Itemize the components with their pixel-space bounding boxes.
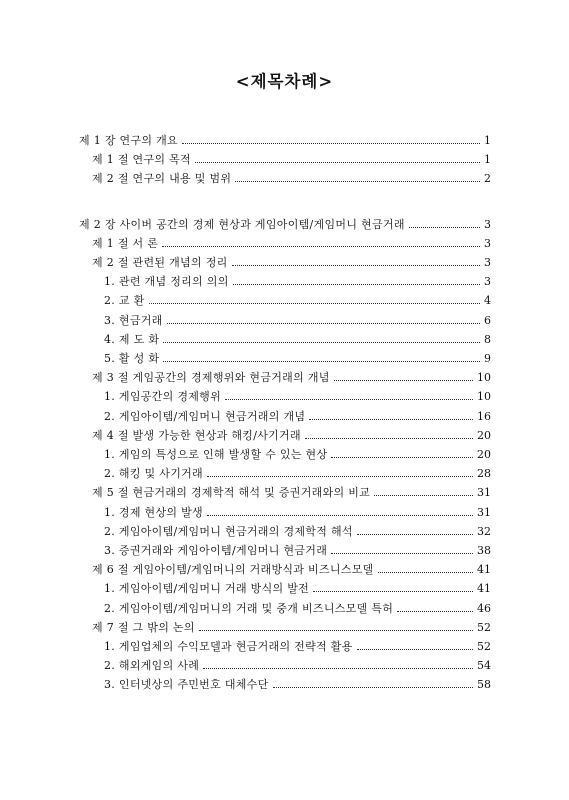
toc-entry[interactable] — [0, 312, 569, 330]
toc-entry-label: 1. 게임의 특성으로 인해 발생할 수 있는 현상 — [104, 446, 329, 464]
toc-entry-label: 2. 교 환 — [104, 292, 147, 310]
toc-entry[interactable] — [0, 132, 569, 150]
toc-leader-dots — [331, 457, 473, 458]
toc-entry-page-number: 58 — [475, 676, 491, 694]
toc-entry[interactable] — [0, 254, 569, 272]
toc-entry-label: 제 1 장 연구의 개요 — [79, 132, 180, 150]
toc-entry-label: 5. 활 성 화 — [104, 350, 161, 368]
toc-entry[interactable] — [0, 465, 569, 483]
toc-entry-label: 2. 해외게임의 사례 — [104, 657, 201, 675]
toc-leader-dots — [273, 687, 473, 688]
toc-title: <제목차례> — [235, 72, 334, 91]
toc-entry-label: 2. 게임아이템/게임머니의 거래 및 중개 비즈니스모델 특허 — [104, 600, 395, 618]
toc-entry-label: 1. 관련 개념 정리의 의의 — [104, 273, 231, 291]
toc-entry[interactable] — [0, 638, 569, 656]
toc-entry[interactable] — [0, 446, 569, 464]
toc-leader-dots — [334, 380, 473, 381]
toc-leader-dots — [207, 476, 473, 477]
toc-entry[interactable] — [0, 292, 569, 310]
toc-entry[interactable] — [0, 504, 569, 522]
toc-entry-label: 제 1 절 서 론 — [92, 235, 160, 253]
toc-entry[interactable] — [0, 676, 569, 694]
toc-entry-page-number: 52 — [475, 638, 491, 656]
toc-entry-page-number: 3 — [482, 273, 491, 291]
toc-entry[interactable] — [0, 331, 569, 349]
toc-entry-page-number: 10 — [475, 388, 491, 406]
toc-entry-page-number: 2 — [482, 170, 491, 188]
toc-entry-page-number: 20 — [475, 427, 491, 445]
toc-entry[interactable] — [0, 580, 569, 598]
toc-entry-label: 2. 게임아이템/게임머니 현금거래의 개념 — [104, 408, 307, 426]
toc-entry-label: 제 7 절 그 밖의 논의 — [92, 619, 197, 637]
toc-entry[interactable] — [0, 235, 569, 253]
toc-entry[interactable] — [0, 619, 569, 637]
toc-leader-dots — [163, 361, 480, 362]
toc-leader-dots — [232, 265, 480, 266]
toc-leader-dots — [195, 162, 480, 163]
toc-entry-page-number: 32 — [475, 523, 491, 541]
toc-leader-dots — [207, 515, 473, 516]
toc-entry[interactable] — [0, 561, 569, 579]
toc-leader-dots — [233, 284, 480, 285]
toc-entry-page-number: 3 — [482, 216, 491, 234]
toc-entry-label: 1. 게임공간의 경제행위 — [104, 388, 223, 406]
toc-entry[interactable] — [0, 350, 569, 368]
toc-leader-dots — [378, 572, 473, 573]
toc-leader-dots — [225, 399, 473, 400]
toc-entry[interactable] — [0, 408, 569, 426]
toc-entry-page-number: 31 — [475, 504, 491, 522]
toc-entry-page-number: 10 — [475, 369, 491, 387]
toc-entry-page-number: 6 — [482, 312, 491, 330]
toc-entry-page-number: 52 — [475, 619, 491, 637]
toc-entry[interactable] — [0, 542, 569, 560]
toc-entry-label: 3. 인터넷상의 주민번호 대체수단 — [104, 676, 271, 694]
toc-entry-label: 제 2 장 사이버 공간의 경제 현상과 게임아이템/게임머니 현금거래 — [79, 216, 407, 234]
toc-entry-label: 제 3 절 게임공간의 경제행위와 현금거래의 개념 — [92, 369, 332, 387]
toc-leader-dots — [203, 668, 473, 669]
toc-entry-page-number: 1 — [482, 132, 491, 150]
toc-leader-dots — [409, 227, 480, 228]
toc-entry-label: 3. 현금거래 — [104, 312, 165, 330]
toc-entry-label: 2. 게임아이템/게임머니 현금거래의 경제학적 해석 — [104, 523, 355, 541]
toc-entry-page-number: 46 — [475, 600, 491, 618]
toc-entry-page-number: 20 — [475, 446, 491, 464]
toc-entry-page-number: 41 — [475, 580, 491, 598]
toc-entry[interactable] — [0, 600, 569, 618]
toc-entry-label: 3. 증권거래와 게임아이템/게임머니 현금거래 — [104, 542, 329, 560]
toc-entry[interactable] — [0, 427, 569, 445]
toc-entry-label: 제 2 절 연구의 내용 및 범위 — [92, 170, 233, 188]
toc-leader-dots — [199, 630, 473, 631]
toc-leader-dots — [235, 181, 480, 182]
toc-leader-dots — [182, 143, 480, 144]
toc-entry-page-number: 41 — [475, 561, 491, 579]
toc-entry-label: 1. 게임아이템/게임머니 거래 방식의 발전 — [104, 580, 311, 598]
toc-leader-dots — [357, 649, 473, 650]
toc-entry[interactable] — [0, 657, 569, 675]
toc-entry-page-number: 38 — [475, 542, 491, 560]
toc-entry[interactable] — [0, 484, 569, 502]
toc-leader-dots — [309, 419, 473, 420]
toc-entry-page-number: 54 — [475, 657, 491, 675]
toc-leader-dots — [162, 246, 480, 247]
toc-entry-label: 제 1 절 연구의 목적 — [92, 151, 193, 169]
toc-entry-label: 제 2 절 관련된 개념의 정리 — [92, 254, 230, 272]
toc-entry[interactable] — [0, 216, 569, 234]
toc-entry[interactable] — [0, 170, 569, 188]
toc-entry[interactable] — [0, 523, 569, 541]
toc-entry-page-number: 8 — [482, 331, 491, 349]
toc-leader-dots — [357, 534, 473, 535]
toc-entry-label: 제 4 절 발생 가능한 현상과 해킹/사기거래 — [92, 427, 303, 445]
toc-entry-page-number: 28 — [475, 465, 491, 483]
toc-entry-label: 1. 게임업체의 수익모델과 현금거래의 전략적 활용 — [104, 638, 355, 656]
toc-leader-dots — [331, 553, 473, 554]
toc-entry-label: 4. 제 도 화 — [104, 331, 161, 349]
toc-entry-label: 1. 경제 현상의 발생 — [104, 504, 205, 522]
toc-entry-page-number: 3 — [482, 254, 491, 272]
toc-leader-dots — [305, 438, 473, 439]
toc-entry-page-number: 3 — [482, 235, 491, 253]
toc-entry-page-number: 9 — [482, 350, 491, 368]
toc-leader-dots — [313, 591, 473, 592]
toc-leader-dots — [149, 303, 480, 304]
toc-entry-page-number: 1 — [482, 151, 491, 169]
toc-leader-dots — [374, 495, 473, 496]
toc-entry-label: 제 6 절 게임아이템/게임머니의 거래방식과 비즈니스모델 — [92, 561, 376, 579]
toc-entry-page-number: 31 — [475, 484, 491, 502]
toc-entry[interactable] — [0, 273, 569, 291]
toc-entry-page-number: 4 — [482, 292, 491, 310]
toc-entry[interactable] — [0, 388, 569, 406]
toc-entry-label: 제 5 절 현금거래의 경제학적 해석 및 증권거래와의 비교 — [92, 484, 372, 502]
toc-leader-dots — [163, 342, 480, 343]
toc-entry-label: 2. 해킹 및 사기거래 — [104, 465, 205, 483]
toc-entry[interactable] — [0, 151, 569, 169]
toc-leader-dots — [397, 611, 473, 612]
toc-entry[interactable] — [0, 369, 569, 387]
toc-leader-dots — [167, 323, 480, 324]
toc-entry-page-number: 16 — [475, 408, 491, 426]
